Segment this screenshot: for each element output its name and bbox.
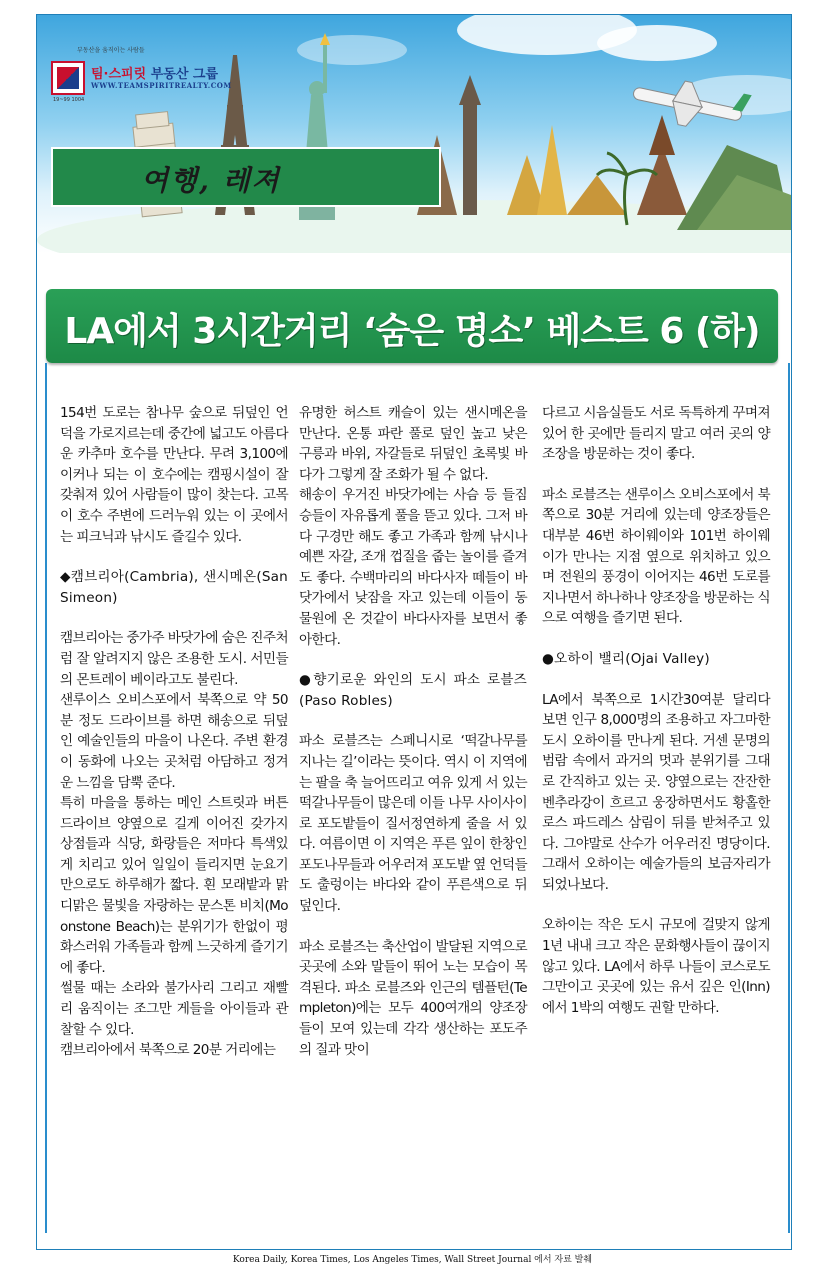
paragraph-gap [60,547,288,567]
paragraph: LA에서 북쪽으로 1시간30여분 달리다 보면 인구 8,000명의 조용하고 자그마한 도시 오하이를 만나게 된다. 거센 문명의 범람 속에서 과거의 멋과 분위기를 그대로 간직하고 있는 곳. 양옆으로는 잔잔한 벤추라강이 흐르고 웅장하면서도 황홀한 로스 파드레스 삼림이 뒤를 받쳐주고 있다. 그야말로 산수가 어우러진 명당이다. 그래서 오하이는 예술가들의 보금자리가 되었나보다. [542,691,770,893]
paragraph: 캠브리아에서 북쪽으로 20분 거리에는 [60,1042,276,1059]
article-column-1 [60,403,288,1061]
logo-mark-icon [51,61,85,95]
section-label: 여행, 레져 [141,164,281,197]
paragraph: 오하이는 작은 도시 규모에 걸맞지 않게 1년 내내 크고 작은 문화행사들이 끊이지 않고 있다. LA에서 하루 나들이 코스로도 그만이고 곳곳에 있는 유서 깊은 인(Inn)에서 1박의 여행도 권할 만하다. [542,917,770,1016]
logo-year: 19~99 1004 [53,97,85,103]
paragraph: 파소 로블즈는 축산업이 발달된 지역으로 곳곳에 소와 말들이 뛰어 노는 모습이 목격된다. 파소 로블즈와 인근의 템플턴(Templeton)에는 모두 400여개의 양조장들이 모여 있는데 각각 생산하는 포도주의 질과 맛이 [299,938,527,1058]
paragraph-gap [299,711,527,731]
paragraph-gap [299,917,527,937]
section-label-box [51,147,441,207]
paragraph-gap [542,895,770,915]
paragraph: 샌루이스 오비스포에서 북쪽으로 약 50분 정도 드라이브를 하면 해송으로 뒤덮인 예술인들의 마을이 나온다. 주변 환경이 동화에 나오는 곳처럼 아담하고 정겨운 느낌을 담뿍 준다. [60,692,288,791]
article-body [45,363,790,1233]
paragraph: 해송이 우거진 바닷가에는 사슴 등 들짐승들이 자유롭게 풀을 뜯고 있다. 그저 바다 구경만 해도 좋고 가족과 함께 낚시나 예쁜 자갈, 조개 껍질을 줍는 놀이를 즐겨도 좋다. 수백마리의 바다사자 떼들이 바닷가에서 낮잠을 자고 있는데 이들이 동물원에 온 것같이 바다사자를 보면서 좋아한다. [299,487,527,648]
headline: LA에서 3시간거리 ‘숨은 명소’ 베스트 6 (하) [64,311,760,352]
paragraph: 154번 도로는 참나무 숲으로 뒤덮인 언덕을 가로지르는데 중간에 넓고도 아름다운 카추마 호수를 만난다. 무려 3,100에이커나 되는 이 호수에는 캠핑시설이 잘 갖춰져 있어 사람들이 많이 찾는다. 고목이 호수 주변에 드러누워 있는 이 곳에서는 피크닉과 낚시도 즐길수 있다. [60,405,288,545]
subheading: ◆캠브리아(Cambria), 샌시메온(San Simeon) [60,569,288,606]
paragraph: 캠브리아는 중가주 바닷가에 숨은 진주처럼 잘 알려지지 않은 조용한 도시. 서민들의 몬트레이 베이라고도 불린다. [60,630,288,688]
subheading: ●오하이 밸리(Ojai Valley) [542,650,710,667]
subheading: ●향기로운 와인의 도시 파소 로블즈(Paso Robles) [299,672,527,709]
logo-name: 팀·스피릿 부동산 그룹 [91,67,219,82]
header-banner [37,15,791,253]
paragraph: 파소 로블즈는 스페니시로 ‘떡갈나무를 지나는 길’이라는 뜻이다. 역시 이 지역에는 팔을 축 늘어뜨리고 여유 있게 서 있는 떡갈나무들이 많은데 이들 나무 사이사이로 포도밭들이 질서정연하게 줄을 서 있다. 여름이면 이 지역은 푸른 잎이 한창인 포도나무들과 어우러져 포도밭 옆 언덕들도 출렁이는 바다와 같이 푸른색으로 뒤덮인다. [299,733,527,915]
paragraph-gap [299,650,527,670]
article-column-2 [299,403,527,1060]
article-column-3 [542,403,770,1018]
source-credit: Korea Daily, Korea Times, Los Angeles Times, Wall Street Journal 에서 자료 발췌 [232,1255,593,1265]
paragraph: 파소 로블즈는 샌루이스 오비스포에서 북쪽으로 30분 거리에 있는데 양조장들은 대부분 46번 하이웨이와 101번 하이웨이가 만나는 지점 옆으로 위치하고 있으며 전원의 풍경이 이어지는 46번 도로를 지나면서 하나하나 양조장을 방문하는 식으로 여행을 즐기면 된다. [542,486,770,627]
paragraph-gap [542,465,770,485]
paragraph-gap [60,608,288,628]
paragraph: 다르고 시음실들도 서로 독특하게 꾸며져 있어 한 곳에만 들리지 말고 여러 곳의 양조장을 방문하는 것이 좋다. [542,405,770,463]
paragraph-gap [542,670,770,690]
paragraph: 썰물 때는 소라와 불가사리 그리고 재빨리 움직이는 조그만 게들을 아이들과 관찰할 수 있다. [60,980,288,1038]
paragraph-gap [542,629,770,649]
logo-url: WWW.TEAMSPIRITREALTY.COM [91,81,232,90]
paragraph: 특히 마을을 통하는 메인 스트릿과 버튼 드라이브 양옆으로 길게 이어진 갖가지 상점들과 식당, 화랑들은 저마다 특색있게 치리고 있어 일일이 들리지면 눈요기만으로도 하루해가 짧다. 흰 모래밭과 맑디맑은 물빛을 자랑하는 문스톤 비치(Moonstone Beach)는 분위기가 한없이 평화스러워 가족들과 함께 느긋하게 즐기기에 좋다. [60,795,288,976]
paragraph: 유명한 허스트 캐슬이 있는 샌시메온을 만난다. 온통 파란 풀로 덮인 높고 낮은 구릉과 바위, 자갈들로 뒤덮인 초록빛 바다가 그렇게 잘 조화가 될 수 없다. [299,405,527,483]
logo-tagline: 부동산을 움직이는 사람들 [77,47,145,54]
mountain-icon [677,145,791,230]
airplane-icon [629,71,752,138]
company-logo [47,45,247,125]
headline-bar [46,289,778,363]
